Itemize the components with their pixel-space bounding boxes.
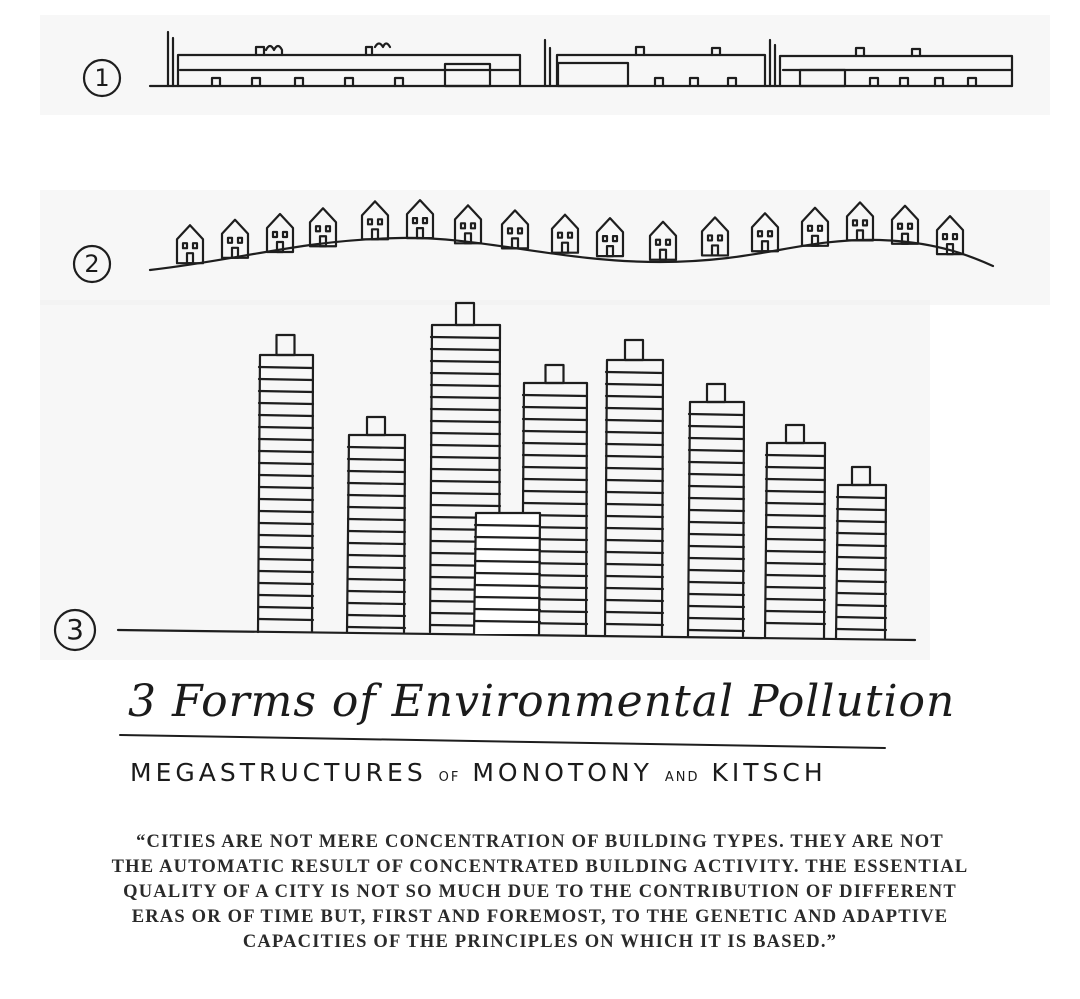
house	[752, 213, 778, 251]
house	[177, 225, 203, 263]
tower	[836, 467, 886, 638]
label-3: 3	[66, 613, 84, 646]
quote-block	[60, 830, 1020, 955]
subtitle-part-5: KITSCH	[711, 758, 827, 787]
house	[267, 214, 293, 252]
house	[597, 218, 623, 256]
label-2: 2	[84, 250, 100, 278]
diagram-subtitle	[130, 758, 910, 787]
subtitle-part-4: AND	[664, 770, 700, 785]
title-underline	[120, 735, 885, 748]
house	[847, 202, 873, 240]
sketch-2-houses	[74, 200, 993, 282]
house	[702, 217, 728, 255]
diagram-title: 3 Forms of Environmental Pollution	[128, 676, 956, 727]
tower	[474, 513, 540, 634]
house	[802, 208, 828, 246]
tower	[688, 384, 744, 636]
sketch-3-towers	[55, 303, 915, 650]
house	[362, 201, 388, 239]
house	[222, 220, 248, 258]
house	[552, 215, 578, 253]
quote-line: THE AUTOMATIC RESULT OF CONCENTRATED BUILDING ACTIVITY. THE ESSENTIAL	[111, 857, 969, 877]
tower	[765, 425, 825, 638]
quote-line: “CITIES ARE NOT MERE CONCENTRATION OF BUILDING TYPES. THEY ARE NOT	[136, 832, 944, 852]
house	[892, 206, 918, 244]
sketch-1-megastructures	[84, 32, 1012, 96]
house	[455, 205, 481, 243]
house	[310, 208, 336, 246]
subtitle-part-2: OF	[438, 770, 461, 785]
tower	[605, 340, 663, 636]
quote-line: QUALITY OF A CITY IS NOT SO MUCH DUE TO THE CONTRIBUTION OF DIFFERENT	[123, 882, 957, 902]
subtitle-part-1: MEGASTRUCTURES	[130, 758, 427, 787]
quote-line: ERAS OR OF TIME BUT, FIRST AND FOREMOST, TO THE GENETIC AND ADAPTIVE	[131, 907, 949, 927]
house	[502, 210, 528, 248]
tower	[258, 335, 313, 632]
tower	[347, 417, 405, 632]
label-1: 1	[94, 64, 110, 92]
quote-line: CAPACITIES OF THE PRINCIPLES ON WHICH IT IS BASED.”	[242, 932, 838, 952]
subtitle-part-3: MONOTONY	[472, 758, 653, 787]
house	[650, 222, 676, 260]
house	[407, 200, 433, 238]
